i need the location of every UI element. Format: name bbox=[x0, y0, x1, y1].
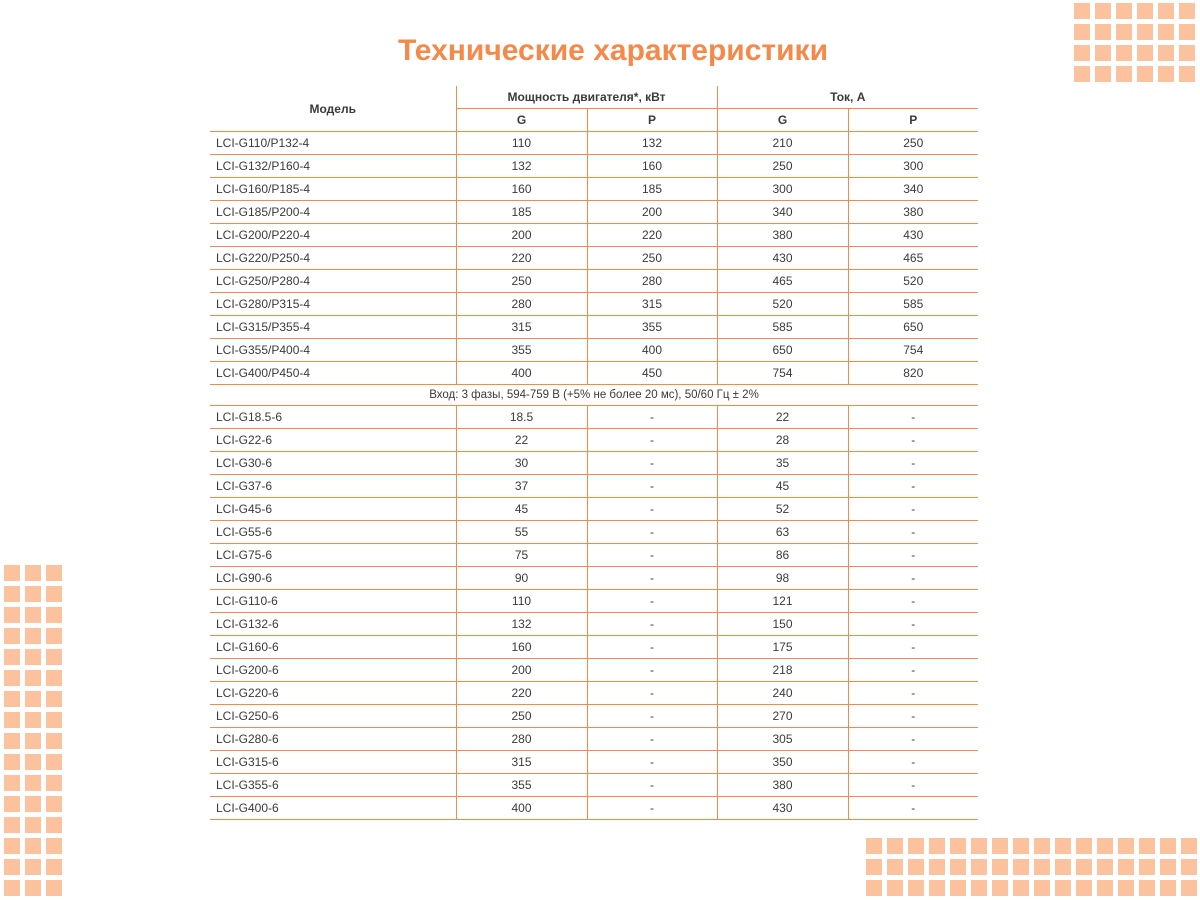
cell-model: LCI-G110/P132-4 bbox=[210, 132, 456, 155]
cell-model: LCI-G30-6 bbox=[210, 452, 456, 475]
cell-power-g: 200 bbox=[456, 224, 587, 247]
table-row bbox=[210, 590, 978, 613]
table-row bbox=[210, 316, 978, 339]
decorative-square bbox=[1055, 880, 1071, 896]
decorative-square bbox=[46, 712, 62, 728]
decorative-square bbox=[971, 859, 987, 875]
cell-model: LCI-G280/P315-4 bbox=[210, 293, 456, 316]
cell-current-g: 465 bbox=[717, 270, 848, 293]
table-row bbox=[210, 521, 978, 544]
decorative-square bbox=[1013, 880, 1029, 896]
cell-current-p: - bbox=[848, 774, 978, 797]
header-power-g: G bbox=[456, 109, 587, 132]
cell-current-p: - bbox=[848, 751, 978, 774]
decorative-square bbox=[992, 859, 1008, 875]
table-row bbox=[210, 498, 978, 521]
table-row bbox=[210, 362, 978, 385]
cell-current-g: 86 bbox=[717, 544, 848, 567]
table-row bbox=[210, 406, 978, 429]
specifications-table bbox=[210, 86, 978, 820]
cell-current-p: 650 bbox=[848, 316, 978, 339]
decorative-square bbox=[950, 838, 966, 854]
decorative-square bbox=[1139, 880, 1155, 896]
cell-model: LCI-G280-6 bbox=[210, 728, 456, 751]
table-row bbox=[210, 636, 978, 659]
cell-power-p: - bbox=[587, 659, 717, 682]
cell-current-g: 35 bbox=[717, 452, 848, 475]
cell-power-p: - bbox=[587, 544, 717, 567]
table-row bbox=[210, 339, 978, 362]
decorative-square bbox=[887, 859, 903, 875]
cell-current-p: - bbox=[848, 797, 978, 820]
decorative-square bbox=[866, 859, 882, 875]
cell-current-g: 175 bbox=[717, 636, 848, 659]
cell-power-g: 160 bbox=[456, 636, 587, 659]
cell-current-g: 270 bbox=[717, 705, 848, 728]
decorative-square bbox=[971, 880, 987, 896]
cell-power-g: 75 bbox=[456, 544, 587, 567]
cell-current-p: - bbox=[848, 567, 978, 590]
decorative-square bbox=[1074, 66, 1090, 82]
decorative-square bbox=[1095, 3, 1111, 19]
decorative-square bbox=[46, 607, 62, 623]
decorative-square bbox=[950, 880, 966, 896]
cell-power-p: 450 bbox=[587, 362, 717, 385]
cell-model: LCI-G250/P280-4 bbox=[210, 270, 456, 293]
decorative-square bbox=[4, 670, 20, 686]
decorative-square bbox=[4, 628, 20, 644]
cell-power-g: 355 bbox=[456, 339, 587, 362]
cell-model: LCI-G400/P450-4 bbox=[210, 362, 456, 385]
decorative-square bbox=[46, 733, 62, 749]
decorative-square bbox=[1013, 859, 1029, 875]
cell-power-p: - bbox=[587, 636, 717, 659]
decorative-square bbox=[25, 838, 41, 854]
table-row bbox=[210, 201, 978, 224]
header-current-g: G bbox=[717, 109, 848, 132]
cell-model: LCI-G18.5-6 bbox=[210, 406, 456, 429]
decorative-square bbox=[1158, 3, 1174, 19]
cell-model: LCI-G55-6 bbox=[210, 521, 456, 544]
decorative-square bbox=[4, 838, 20, 854]
cell-power-g: 160 bbox=[456, 178, 587, 201]
decorative-square bbox=[1181, 880, 1197, 896]
cell-power-g: 220 bbox=[456, 682, 587, 705]
decorative-square bbox=[929, 859, 945, 875]
decorative-square bbox=[866, 838, 882, 854]
cell-model: LCI-G160/P185-4 bbox=[210, 178, 456, 201]
header-current: Ток, А bbox=[717, 86, 978, 109]
cell-current-g: 250 bbox=[717, 155, 848, 178]
decorative-square bbox=[1160, 859, 1176, 875]
decorative-square bbox=[46, 880, 62, 896]
cell-model: LCI-G400-6 bbox=[210, 797, 456, 820]
cell-model: LCI-G250-6 bbox=[210, 705, 456, 728]
decorative-square bbox=[4, 607, 20, 623]
cell-model: LCI-G160-6 bbox=[210, 636, 456, 659]
cell-current-g: 28 bbox=[717, 429, 848, 452]
cell-current-p: - bbox=[848, 613, 978, 636]
cell-model: LCI-G315-6 bbox=[210, 751, 456, 774]
cell-power-g: 315 bbox=[456, 316, 587, 339]
cell-power-p: - bbox=[587, 406, 717, 429]
decorative-square bbox=[4, 775, 20, 791]
cell-current-p: - bbox=[848, 590, 978, 613]
decorative-square bbox=[1160, 880, 1176, 896]
cell-power-p: 280 bbox=[587, 270, 717, 293]
cell-current-p: 430 bbox=[848, 224, 978, 247]
cell-current-p: 754 bbox=[848, 339, 978, 362]
cell-power-g: 400 bbox=[456, 797, 587, 820]
decorative-square bbox=[1034, 880, 1050, 896]
cell-current-g: 340 bbox=[717, 201, 848, 224]
decorative-squares-bottom-right bbox=[866, 838, 1197, 896]
decorative-square bbox=[1139, 838, 1155, 854]
table-row bbox=[210, 659, 978, 682]
table-row bbox=[210, 567, 978, 590]
decorative-square bbox=[4, 796, 20, 812]
cell-power-p: - bbox=[587, 498, 717, 521]
decorative-square bbox=[1097, 838, 1113, 854]
cell-current-p: - bbox=[848, 659, 978, 682]
cell-power-p: 315 bbox=[587, 293, 717, 316]
cell-power-g: 280 bbox=[456, 293, 587, 316]
decorative-square bbox=[25, 796, 41, 812]
decorative-square bbox=[25, 775, 41, 791]
cell-power-p: - bbox=[587, 705, 717, 728]
cell-current-g: 380 bbox=[717, 224, 848, 247]
cell-power-p: 185 bbox=[587, 178, 717, 201]
decorative-square bbox=[908, 880, 924, 896]
cell-current-p: - bbox=[848, 728, 978, 751]
table-row bbox=[210, 797, 978, 820]
decorative-square bbox=[1013, 838, 1029, 854]
decorative-square bbox=[4, 649, 20, 665]
decorative-square bbox=[4, 817, 20, 833]
cell-power-p: 400 bbox=[587, 339, 717, 362]
decorative-square bbox=[25, 649, 41, 665]
cell-power-g: 200 bbox=[456, 659, 587, 682]
cell-power-p: 132 bbox=[587, 132, 717, 155]
cell-model: LCI-G185/P200-4 bbox=[210, 201, 456, 224]
cell-power-p: - bbox=[587, 774, 717, 797]
table-row bbox=[210, 544, 978, 567]
decorative-square bbox=[46, 628, 62, 644]
table-row bbox=[210, 132, 978, 155]
cell-current-p: - bbox=[848, 406, 978, 429]
cell-current-g: 63 bbox=[717, 521, 848, 544]
cell-model: LCI-G220/P250-4 bbox=[210, 247, 456, 270]
cell-power-p: - bbox=[587, 613, 717, 636]
cell-current-g: 380 bbox=[717, 774, 848, 797]
cell-current-g: 150 bbox=[717, 613, 848, 636]
decorative-square bbox=[1118, 838, 1134, 854]
decorative-square bbox=[1074, 3, 1090, 19]
decorative-square bbox=[971, 838, 987, 854]
decorative-square bbox=[4, 880, 20, 896]
input-spec-note: Вход: 3 фазы, 594-759 В (+5% не более 20 мс), 50/60 Гц ± 2% bbox=[429, 389, 759, 401]
table-row bbox=[210, 429, 978, 452]
cell-power-g: 250 bbox=[456, 705, 587, 728]
cell-current-p: 585 bbox=[848, 293, 978, 316]
cell-current-g: 650 bbox=[717, 339, 848, 362]
decorative-square bbox=[25, 691, 41, 707]
cell-power-g: 22 bbox=[456, 429, 587, 452]
decorative-square bbox=[992, 880, 1008, 896]
cell-power-p: - bbox=[587, 728, 717, 751]
decorative-square bbox=[1139, 859, 1155, 875]
cell-current-g: 585 bbox=[717, 316, 848, 339]
decorative-square bbox=[25, 859, 41, 875]
decorative-square bbox=[1055, 859, 1071, 875]
decorative-square bbox=[1118, 880, 1134, 896]
table-row bbox=[210, 774, 978, 797]
cell-current-p: 340 bbox=[848, 178, 978, 201]
cell-current-p: 380 bbox=[848, 201, 978, 224]
cell-current-g: 45 bbox=[717, 475, 848, 498]
cell-power-p: 200 bbox=[587, 201, 717, 224]
cell-current-p: - bbox=[848, 429, 978, 452]
cell-power-p: - bbox=[587, 567, 717, 590]
table-row bbox=[210, 452, 978, 475]
decorative-square bbox=[1116, 3, 1132, 19]
cell-power-g: 315 bbox=[456, 751, 587, 774]
decorative-square bbox=[1160, 838, 1176, 854]
table-row bbox=[210, 682, 978, 705]
cell-power-g: 280 bbox=[456, 728, 587, 751]
decorative-square bbox=[4, 733, 20, 749]
cell-power-p: - bbox=[587, 452, 717, 475]
decorative-square bbox=[25, 712, 41, 728]
cell-current-g: 300 bbox=[717, 178, 848, 201]
cell-model: LCI-G132/P160-4 bbox=[210, 155, 456, 178]
decorative-square bbox=[4, 712, 20, 728]
decorative-square bbox=[1055, 838, 1071, 854]
cell-power-g: 55 bbox=[456, 521, 587, 544]
cell-power-p: 220 bbox=[587, 224, 717, 247]
cell-model: LCI-G37-6 bbox=[210, 475, 456, 498]
table-row bbox=[210, 178, 978, 201]
table-row bbox=[210, 224, 978, 247]
cell-current-p: - bbox=[848, 452, 978, 475]
decorative-square bbox=[887, 880, 903, 896]
table-note-row bbox=[210, 385, 978, 406]
table-row bbox=[210, 705, 978, 728]
cell-current-g: 350 bbox=[717, 751, 848, 774]
decorative-square bbox=[1097, 880, 1113, 896]
decorative-square bbox=[4, 754, 20, 770]
decorative-square bbox=[25, 670, 41, 686]
cell-power-g: 355 bbox=[456, 774, 587, 797]
decorative-square bbox=[887, 838, 903, 854]
decorative-square bbox=[908, 838, 924, 854]
cell-power-p: 355 bbox=[587, 316, 717, 339]
cell-power-p: - bbox=[587, 682, 717, 705]
cell-current-g: 218 bbox=[717, 659, 848, 682]
decorative-square bbox=[4, 586, 20, 602]
cell-power-g: 185 bbox=[456, 201, 587, 224]
header-motor-power: Мощность двигателя*, кВт bbox=[456, 86, 717, 109]
decorative-square bbox=[1137, 66, 1153, 82]
cell-model: LCI-G22-6 bbox=[210, 429, 456, 452]
decorative-square bbox=[25, 733, 41, 749]
cell-power-g: 250 bbox=[456, 270, 587, 293]
decorative-square bbox=[25, 565, 41, 581]
decorative-square bbox=[1076, 838, 1092, 854]
cell-current-p: 820 bbox=[848, 362, 978, 385]
cell-power-g: 132 bbox=[456, 613, 587, 636]
decorative-square bbox=[46, 565, 62, 581]
decorative-square bbox=[46, 754, 62, 770]
cell-model: LCI-G75-6 bbox=[210, 544, 456, 567]
cell-current-p: 250 bbox=[848, 132, 978, 155]
decorative-square bbox=[1034, 859, 1050, 875]
cell-current-g: 240 bbox=[717, 682, 848, 705]
cell-power-p: - bbox=[587, 797, 717, 820]
decorative-square bbox=[1097, 859, 1113, 875]
cell-model: LCI-G110-6 bbox=[210, 590, 456, 613]
decorative-square bbox=[25, 817, 41, 833]
cell-power-g: 90 bbox=[456, 567, 587, 590]
cell-current-g: 305 bbox=[717, 728, 848, 751]
table-row bbox=[210, 751, 978, 774]
decorative-square bbox=[46, 670, 62, 686]
cell-current-g: 520 bbox=[717, 293, 848, 316]
decorative-square bbox=[4, 565, 20, 581]
table-row bbox=[210, 247, 978, 270]
decorative-square bbox=[908, 859, 924, 875]
cell-current-p: - bbox=[848, 521, 978, 544]
cell-power-p: - bbox=[587, 475, 717, 498]
decorative-square bbox=[866, 880, 882, 896]
decorative-square bbox=[1181, 859, 1197, 875]
decorative-square bbox=[25, 628, 41, 644]
cell-power-p: 250 bbox=[587, 247, 717, 270]
cell-power-g: 400 bbox=[456, 362, 587, 385]
decorative-square bbox=[1181, 838, 1197, 854]
cell-model: LCI-G132-6 bbox=[210, 613, 456, 636]
cell-current-g: 52 bbox=[717, 498, 848, 521]
decorative-square bbox=[1179, 66, 1195, 82]
cell-power-g: 37 bbox=[456, 475, 587, 498]
decorative-square bbox=[4, 859, 20, 875]
cell-current-g: 22 bbox=[717, 406, 848, 429]
cell-current-g: 121 bbox=[717, 590, 848, 613]
decorative-square bbox=[46, 859, 62, 875]
decorative-square bbox=[46, 838, 62, 854]
cell-current-g: 430 bbox=[717, 247, 848, 270]
decorative-squares-bottom-left bbox=[4, 565, 62, 896]
decorative-square bbox=[25, 754, 41, 770]
cell-power-g: 110 bbox=[456, 132, 587, 155]
cell-current-p: 520 bbox=[848, 270, 978, 293]
decorative-square bbox=[1116, 66, 1132, 82]
cell-power-g: 110 bbox=[456, 590, 587, 613]
decorative-square bbox=[46, 691, 62, 707]
decorative-square bbox=[46, 796, 62, 812]
decorative-square bbox=[1118, 859, 1134, 875]
cell-current-p: - bbox=[848, 544, 978, 567]
cell-model: LCI-G355/P400-4 bbox=[210, 339, 456, 362]
cell-power-g: 18.5 bbox=[456, 406, 587, 429]
cell-current-p: - bbox=[848, 682, 978, 705]
cell-current-p: - bbox=[848, 636, 978, 659]
cell-current-p: - bbox=[848, 498, 978, 521]
header-current-p: P bbox=[848, 109, 978, 132]
decorative-square bbox=[950, 859, 966, 875]
cell-model: LCI-G200-6 bbox=[210, 659, 456, 682]
cell-model: LCI-G90-6 bbox=[210, 567, 456, 590]
decorative-square bbox=[929, 880, 945, 896]
page-title: Технические характеристики bbox=[397, 34, 829, 67]
decorative-square bbox=[1034, 838, 1050, 854]
cell-current-g: 754 bbox=[717, 362, 848, 385]
decorative-square bbox=[46, 649, 62, 665]
decorative-square bbox=[1158, 66, 1174, 82]
cell-current-p: 300 bbox=[848, 155, 978, 178]
cell-current-g: 430 bbox=[717, 797, 848, 820]
cell-current-p: - bbox=[848, 475, 978, 498]
decorative-square bbox=[46, 817, 62, 833]
cell-current-p: - bbox=[848, 705, 978, 728]
table-row bbox=[210, 613, 978, 636]
table-body bbox=[210, 132, 978, 820]
header-power-p: P bbox=[587, 109, 717, 132]
cell-current-g: 98 bbox=[717, 567, 848, 590]
decorative-square bbox=[46, 586, 62, 602]
decorative-square bbox=[1076, 880, 1092, 896]
decorative-square bbox=[4, 691, 20, 707]
decorative-square bbox=[25, 607, 41, 623]
decorative-square bbox=[1095, 66, 1111, 82]
cell-current-g: 210 bbox=[717, 132, 848, 155]
cell-model: LCI-G220-6 bbox=[210, 682, 456, 705]
table-row bbox=[210, 475, 978, 498]
cell-power-p: - bbox=[587, 429, 717, 452]
table-row bbox=[210, 728, 978, 751]
decorative-square bbox=[25, 586, 41, 602]
table-row bbox=[210, 293, 978, 316]
cell-power-p: 160 bbox=[587, 155, 717, 178]
cell-model: LCI-G315/P355-4 bbox=[210, 316, 456, 339]
cell-power-g: 30 bbox=[456, 452, 587, 475]
table-row bbox=[210, 155, 978, 178]
cell-model: LCI-G45-6 bbox=[210, 498, 456, 521]
cell-power-p: - bbox=[587, 521, 717, 544]
cell-model: LCI-G200/P220-4 bbox=[210, 224, 456, 247]
header-model: Модель bbox=[210, 86, 456, 132]
decorative-square bbox=[46, 775, 62, 791]
decorative-square bbox=[929, 838, 945, 854]
table-row bbox=[210, 270, 978, 293]
decorative-square bbox=[1137, 3, 1153, 19]
decorative-square bbox=[1076, 859, 1092, 875]
cell-power-p: - bbox=[587, 751, 717, 774]
cell-power-g: 45 bbox=[456, 498, 587, 521]
cell-model: LCI-G355-6 bbox=[210, 774, 456, 797]
decorative-square bbox=[25, 880, 41, 896]
decorative-square bbox=[1179, 3, 1195, 19]
cell-power-p: - bbox=[587, 590, 717, 613]
decorative-square bbox=[992, 838, 1008, 854]
cell-current-p: 465 bbox=[848, 247, 978, 270]
cell-power-g: 132 bbox=[456, 155, 587, 178]
cell-power-g: 220 bbox=[456, 247, 587, 270]
